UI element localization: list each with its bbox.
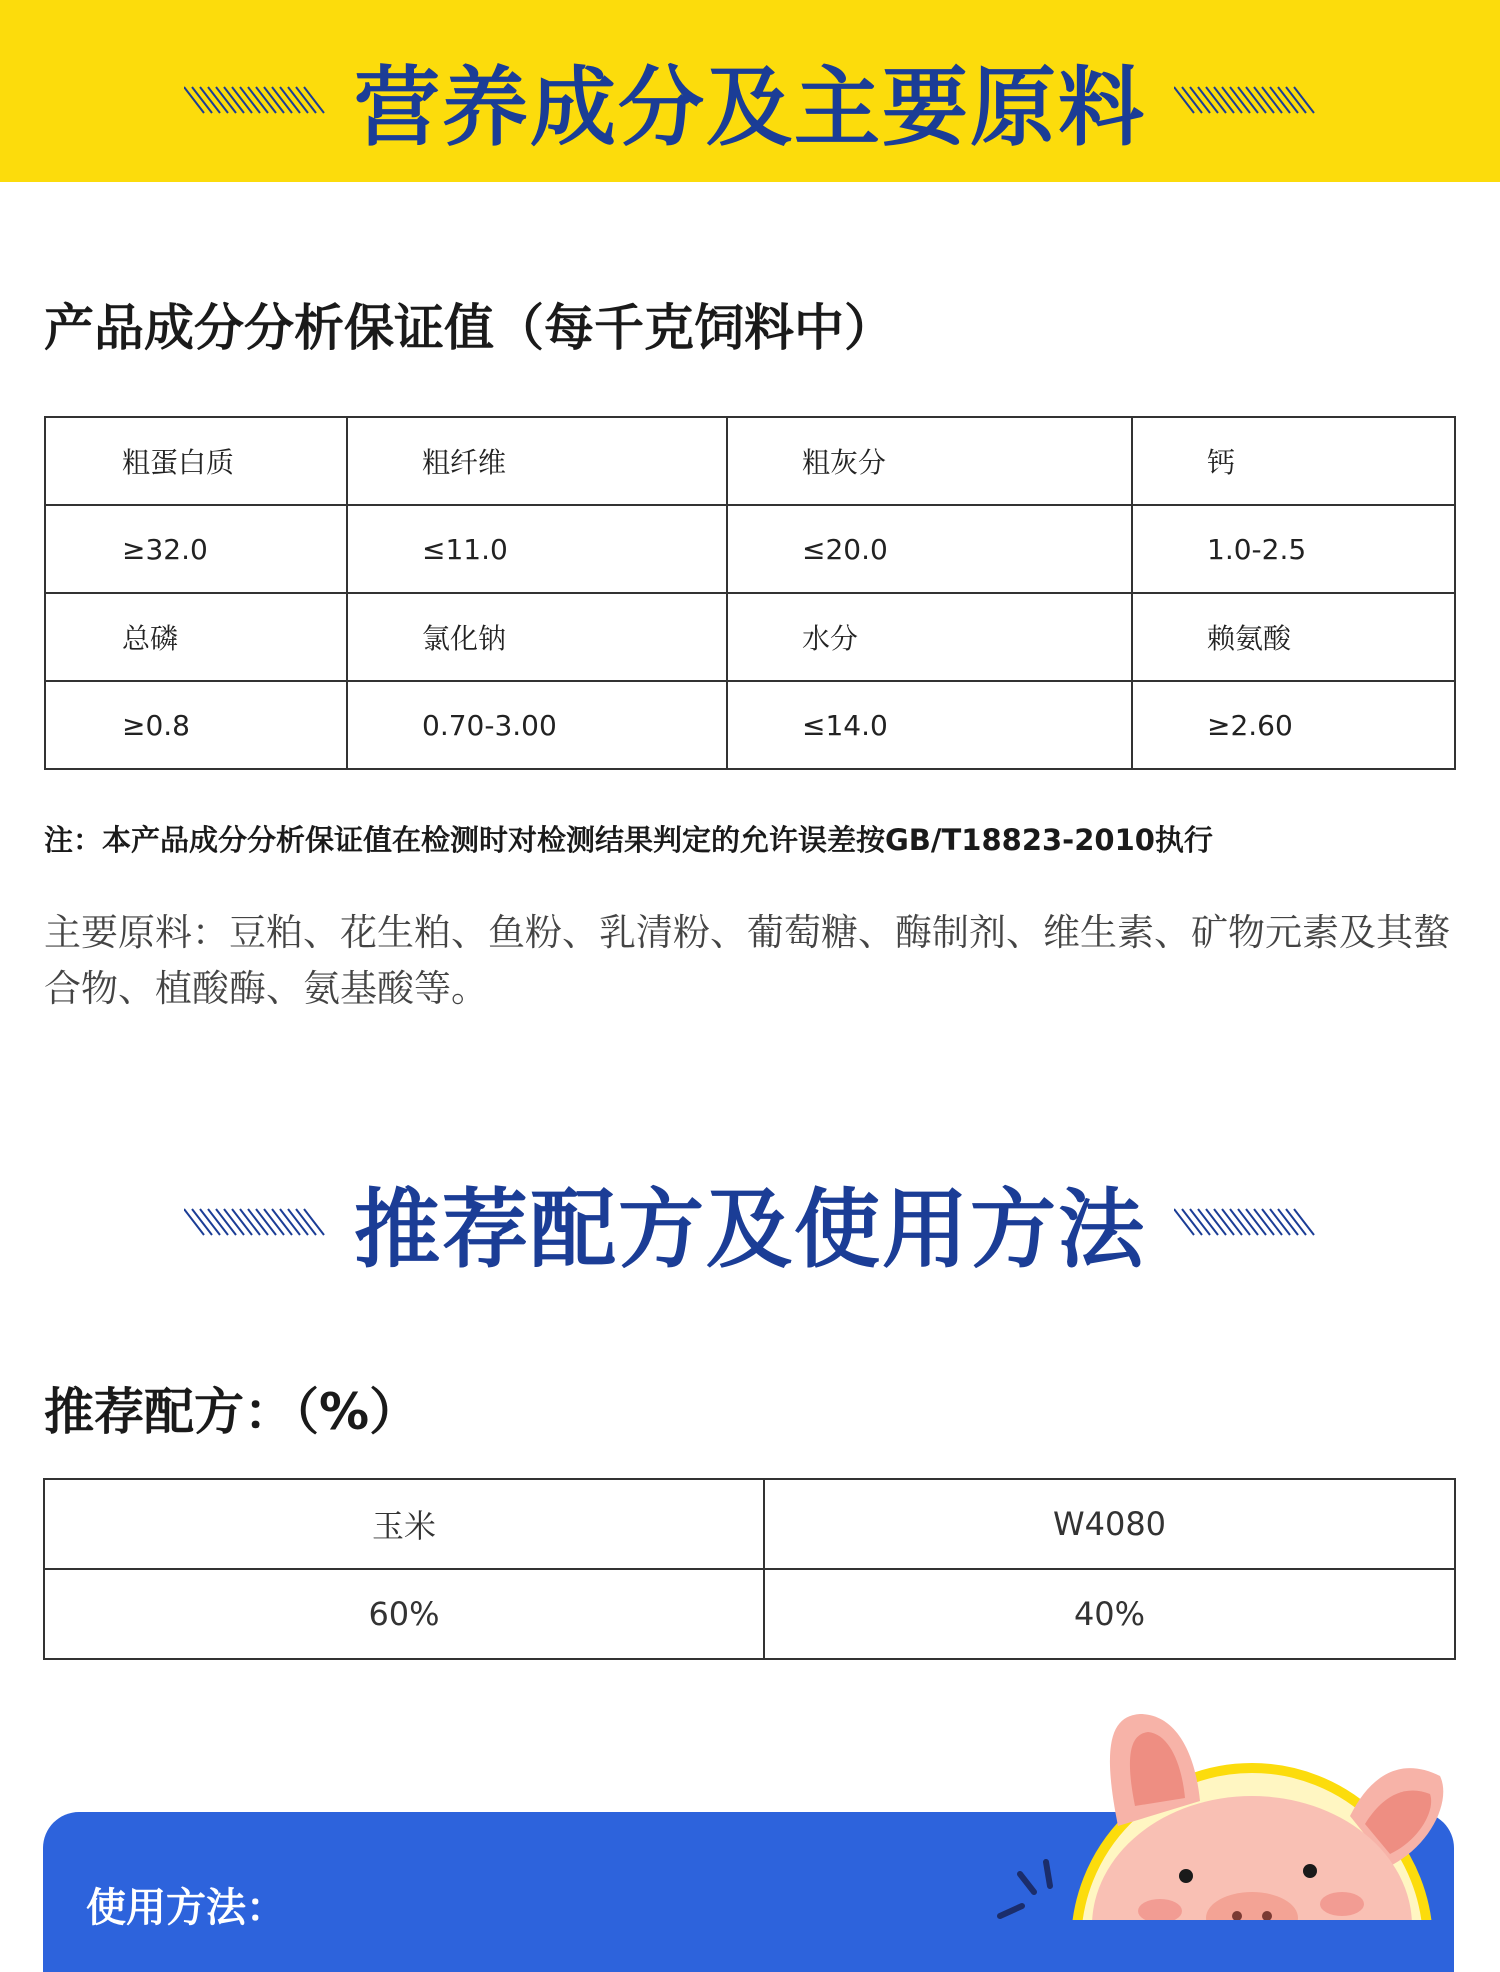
- table-cell: 40%: [764, 1569, 1455, 1659]
- section-heading: 营养成分及主要原料: [354, 58, 1146, 158]
- table-row: [44, 1569, 1455, 1659]
- usage-title: 使用方法：: [86, 1885, 286, 1931]
- table-row: [45, 593, 1455, 681]
- table-cell: ≥2.60: [1132, 681, 1455, 769]
- table-cell: 玉米: [44, 1479, 764, 1569]
- tolerance-note: 注：本产品成分分析保证值在检测时对检测结果判定的允许误差按GB/T18823-2010执行: [44, 823, 1213, 857]
- section-title-formula: [0, 1160, 1500, 1284]
- table-row: [44, 1479, 1455, 1569]
- formula-table: [43, 1478, 1456, 1660]
- table-cell: ≤14.0: [727, 681, 1132, 769]
- table-cell: 氯化钠: [347, 593, 727, 681]
- table-cell: 赖氨酸: [1132, 593, 1455, 681]
- table-cell: 60%: [44, 1569, 764, 1659]
- table-cell: 0.70-3.00: [347, 681, 727, 769]
- table-cell: ≥0.8: [45, 681, 347, 769]
- table-cell: 总磷: [45, 593, 347, 681]
- table-cell: ≥32.0: [45, 505, 347, 593]
- table-cell: 粗纤维: [347, 417, 727, 505]
- hatch-decoration-icon: [1174, 85, 1316, 115]
- table-row: [45, 681, 1455, 769]
- table-row: [45, 505, 1455, 593]
- table-row: [45, 417, 1455, 505]
- table-cell: ≤20.0: [727, 505, 1132, 593]
- main-materials: 主要原料：豆粕、花生粕、鱼粉、乳清粉、葡萄糖、酶制剂、维生素、矿物元素及其螯合物、植酸酶、氨基酸等。: [44, 911, 1450, 1010]
- analysis-table: [44, 416, 1456, 770]
- hatch-decoration-icon: [184, 85, 326, 115]
- pig-mascot-icon: [990, 1706, 1460, 1920]
- table-cell: 钙: [1132, 417, 1455, 505]
- section-heading: 推荐配方及使用方法: [354, 1180, 1146, 1280]
- table-cell: 1.0-2.5: [1132, 505, 1455, 593]
- table-cell: 粗蛋白质: [45, 417, 347, 505]
- table-cell: 水分: [727, 593, 1132, 681]
- analysis-heading: 产品成分分析保证值（每千克饲料中）: [44, 299, 894, 357]
- table-cell: W4080: [764, 1479, 1455, 1569]
- section-title-nutrition: [0, 38, 1500, 162]
- hatch-decoration-icon: [184, 1207, 326, 1237]
- table-cell: ≤11.0: [347, 505, 727, 593]
- hatch-decoration-icon: [1174, 1207, 1316, 1237]
- formula-heading: 推荐配方：（%）: [44, 1383, 420, 1441]
- table-cell: 粗灰分: [727, 417, 1132, 505]
